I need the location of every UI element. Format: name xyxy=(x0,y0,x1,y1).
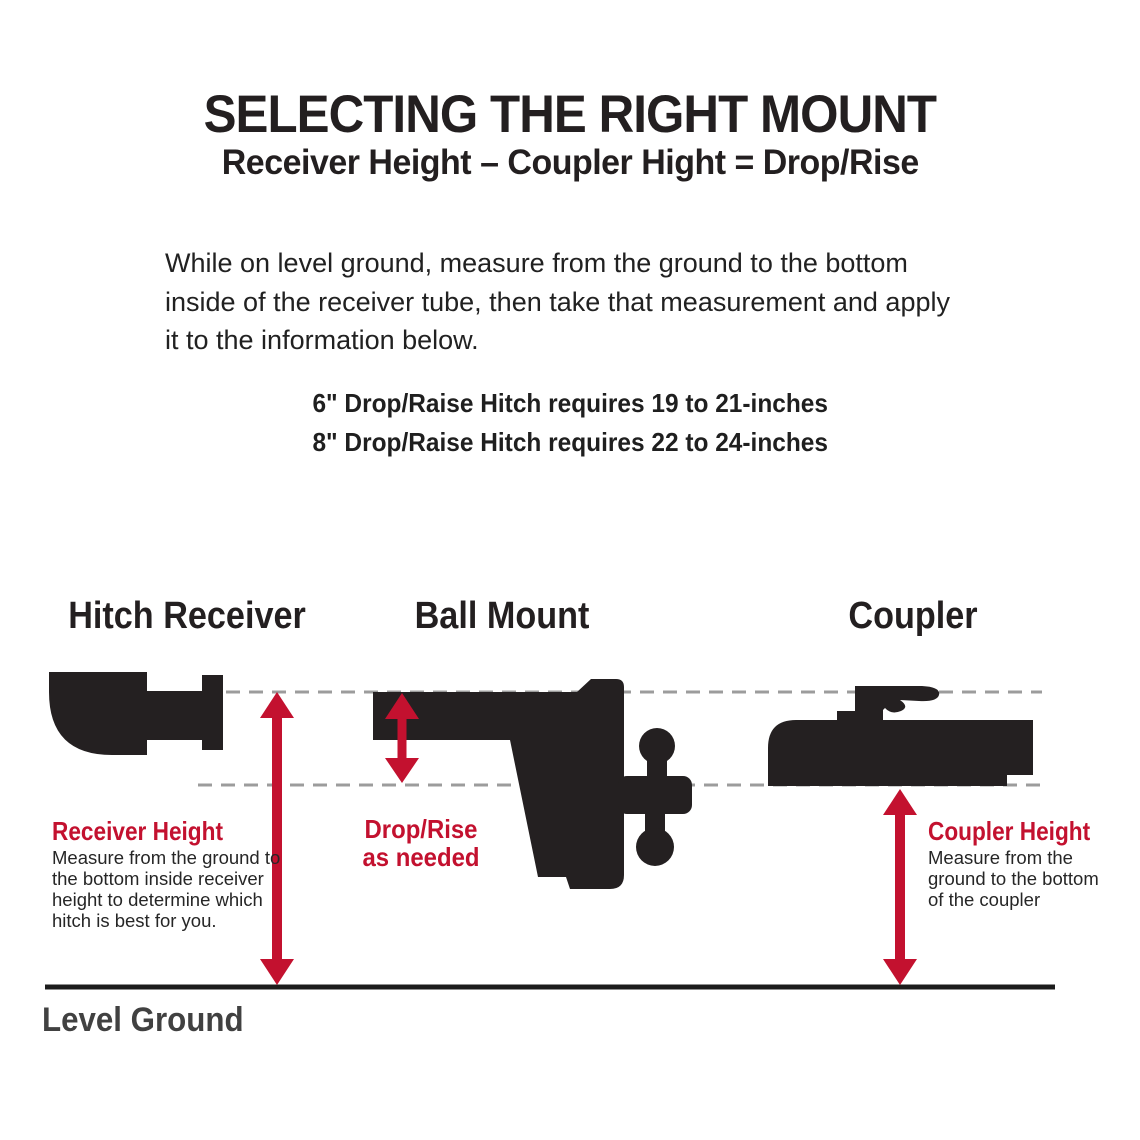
drop-rise-line-1: Drop/Rise xyxy=(364,814,478,844)
coupler-desc-line-2: ground to the bottom xyxy=(928,868,1099,889)
label-ball-mount: Ball Mount xyxy=(414,595,590,637)
drop-rise-label xyxy=(363,816,480,871)
receiver-desc-line-3: height to determine which xyxy=(52,889,263,910)
coupler-body xyxy=(768,686,1033,775)
label-coupler: Coupler xyxy=(848,595,978,637)
coupler-desc-line-1: Measure from the xyxy=(928,847,1073,868)
coupler-silhouette xyxy=(768,686,1033,786)
coupler-desc-line-3: of the coupler xyxy=(928,889,1041,910)
receiver-height-arrow xyxy=(260,692,294,985)
requirement-6-inch: 6" Drop/Raise Hitch requires 19 to 21-inches xyxy=(312,388,828,418)
label-hitch-receiver: Hitch Receiver xyxy=(68,595,306,637)
receiver-height-description xyxy=(52,847,280,931)
page-title-text: SELECTING THE RIGHT MOUNT xyxy=(203,85,937,144)
intro-line-3: it to the information below. xyxy=(165,325,479,355)
drop-rise-line-2: as needed xyxy=(362,841,480,872)
receiver-height-title: Receiver Height xyxy=(52,816,223,846)
intro-line-1: While on level ground, measure from the ground to the bottom xyxy=(165,248,908,278)
requirement-8-inch: 8" Drop/Raise Hitch requires 22 to 24-inches xyxy=(312,426,828,457)
receiver-desc-line-2: the bottom inside receiver xyxy=(52,868,264,889)
hitch-receiver-silhouette xyxy=(49,672,223,755)
receiver-desc-line-4: hitch is best for you. xyxy=(52,910,217,931)
coupler-height-description xyxy=(928,847,1099,910)
level-ground-label: Level Ground xyxy=(42,1001,244,1039)
coupler-height-title: Coupler Height xyxy=(928,816,1091,846)
coupler-base-plate xyxy=(768,775,1007,786)
coupler-height-arrow xyxy=(883,789,917,985)
receiver-desc-line-1: Measure from the ground to xyxy=(52,847,281,868)
intro-line-2: inside of the receiver tube, then take that measurement and apply xyxy=(165,286,950,317)
page-subtitle-text: Receiver Height – Coupler Hight = Drop/Rise xyxy=(221,143,919,182)
ball-mount-bottom-ball xyxy=(636,828,674,866)
